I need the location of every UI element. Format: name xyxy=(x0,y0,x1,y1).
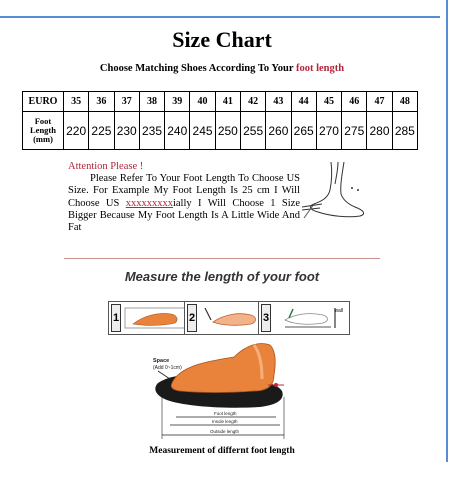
euro-row xyxy=(23,92,418,112)
euro-size-cell: 47 xyxy=(367,92,392,112)
attention-body xyxy=(68,173,300,234)
euro-size-cell: 35 xyxy=(64,92,89,112)
euro-size-cell: 37 xyxy=(114,92,139,112)
attention-text-cont: ially I Will Choose 1 Size Bigger Because My Foot Length Is A Little Wide And Fat xyxy=(68,197,300,234)
subtitle-text: Choose Matching Shoes According To Your xyxy=(99,63,296,74)
attention-text: Please Refer To Your Foot Length To Choose US Size. For Example My Foot Length Is 25 cm I Will Choose US xyxy=(68,173,300,209)
foot-length-cell: 270 xyxy=(316,112,341,150)
outsole-length-label: Outside length xyxy=(210,429,240,434)
space-sub-label: (Add 0~1cm) xyxy=(153,365,182,371)
euro-size-cell: 48 xyxy=(392,92,417,112)
foot-length-cell: 240 xyxy=(165,112,190,150)
foot-measurement-diagram xyxy=(150,335,300,445)
attention-heading: Attention Please ! xyxy=(68,161,144,172)
foot-length-cell: 250 xyxy=(215,112,240,150)
foot-length-cell: 265 xyxy=(291,112,316,150)
foot-length-cell: 225 xyxy=(89,112,114,150)
foot-length-cell: 275 xyxy=(342,112,367,150)
insole-length-label: Insole length xyxy=(212,419,238,424)
euro-size-cell: 40 xyxy=(190,92,215,112)
foot-on-paper-icon xyxy=(123,306,193,330)
foot-length-cell: 220 xyxy=(64,112,89,150)
step-number: 2 xyxy=(187,304,197,332)
euro-size-cell: 38 xyxy=(139,92,164,112)
step-number: 3 xyxy=(261,304,271,332)
diagram-caption: Measurement of differnt foot length xyxy=(149,446,295,456)
foot-length-label: Foot length xyxy=(214,411,237,416)
euro-row-label: EURO xyxy=(23,92,64,112)
size-table xyxy=(22,91,418,150)
page-title: Size Chart xyxy=(172,27,272,52)
page-subtitle xyxy=(0,63,444,74)
foot-measuring-illustration xyxy=(300,160,370,226)
frame-top-border xyxy=(0,16,440,18)
euro-size-cell: 45 xyxy=(316,92,341,112)
row-label-line: Length xyxy=(30,125,56,135)
foot-length-row-label xyxy=(23,112,64,150)
measure-title: Measure the length of your foot xyxy=(124,269,320,284)
foot-length-cell: 230 xyxy=(114,112,139,150)
euro-size-cell: 39 xyxy=(165,92,190,112)
row-label-line: Foot xyxy=(34,116,52,126)
euro-size-cell: 41 xyxy=(215,92,240,112)
euro-size-cell: 42 xyxy=(240,92,265,112)
section-divider xyxy=(64,258,380,259)
euro-size-cell: 36 xyxy=(89,92,114,112)
space-label: Space xyxy=(153,358,170,364)
attention-redacted-text: xxxxxxxxx xyxy=(125,197,173,209)
attention-note xyxy=(68,161,300,234)
frame-right-border xyxy=(446,0,448,462)
foot-length-cell: 235 xyxy=(139,112,164,150)
euro-size-cell: 44 xyxy=(291,92,316,112)
step-3-panel xyxy=(258,301,350,335)
wall-label: wall xyxy=(334,308,343,314)
row-label-line: (mm) xyxy=(33,134,53,144)
subtitle-highlight: foot length xyxy=(295,63,345,74)
foot-length-cell: 255 xyxy=(240,112,265,150)
ruler-measure-icon xyxy=(273,306,343,330)
foot-length-cell: 245 xyxy=(190,112,215,150)
step-number: 1 xyxy=(111,304,121,332)
euro-size-cell: 46 xyxy=(342,92,367,112)
foot-length-row xyxy=(23,112,418,150)
foot-length-cell: 285 xyxy=(392,112,417,150)
foot-length-cell: 280 xyxy=(367,112,392,150)
euro-size-cell: 43 xyxy=(266,92,291,112)
foot-length-cell: 260 xyxy=(266,112,291,150)
